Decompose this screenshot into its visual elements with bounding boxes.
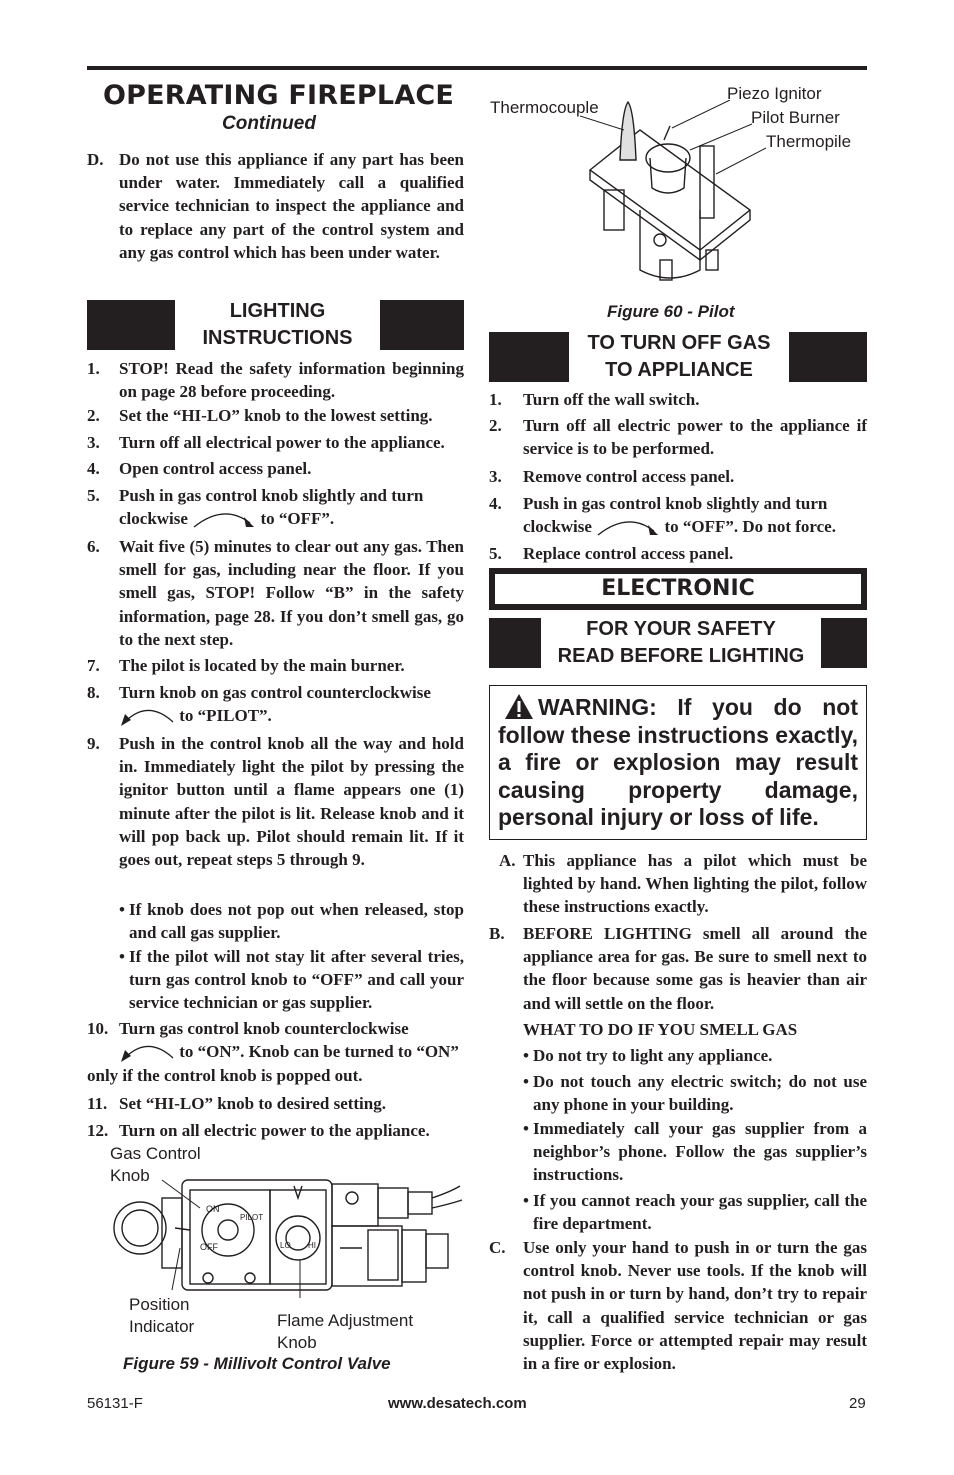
top-rule — [87, 66, 867, 70]
figure-60-caption: Figure 60 - Pilot — [607, 302, 735, 321]
lighting-header: LIGHTING INSTRUCTIONS — [87, 300, 464, 350]
item-d: D. Do not use this appliance if any part has been under water. Immediately call a qualified service technician to inspect the appliance and to replace any part of the control system and any gas control which has been under water. — [87, 150, 464, 262]
electronic-banner: ELECTRONIC — [489, 568, 867, 610]
list-item: 8. Turn knob on gas control counterclockwise to “PILOT”. — [87, 681, 464, 728]
list-item: • If you cannot reach your gas supplier, call the fire department. — [523, 1191, 867, 1234]
warning-box — [489, 685, 867, 840]
figure-59-caption: Figure 59 - Millivolt Control Valve — [123, 1354, 391, 1373]
list-item: • Do not touch any electric switch; do not use any phone in your building. — [523, 1072, 867, 1115]
list-item: 3. Remove control access panel. — [489, 467, 735, 486]
clockwise-arrow-icon — [192, 509, 256, 531]
label-piezo-ignitor: Piezo Ignitor — [727, 84, 822, 103]
list-item: 10. Turn gas control knob counterclockwise to “ON”. Knob can be turned to “ON” only if the control knob is popped out. — [87, 1019, 459, 1086]
list-item: 6. Wait five (5) minutes to clear out any gas. Then smell for gas, including near the floor. If you smell gas, STOP! Follow “B” in the safety information, page 28. If you don’t smell gas, go to the next step. — [87, 537, 464, 649]
list-item: 3. Turn off all electrical power to the appliance. — [87, 433, 445, 452]
list-item: • Immediately call your gas supplier from a neighbor’s phone. Follow the gas supplier’s instructions. — [523, 1119, 867, 1185]
list-item: 2. Turn off all electric power to the appliance if service is to be performed. — [489, 416, 867, 459]
warning-text: WARNING: If you do not follow these instructions exactly, a fire or explosion may result causing property damage, personal injury or loss of life. — [498, 694, 858, 830]
svg-text:OFF: OFF — [200, 1242, 218, 1252]
svg-text:HI: HI — [308, 1241, 316, 1250]
list-item: 4. Open control access panel. — [87, 459, 312, 478]
list-item: 5. Replace control access panel. — [489, 544, 734, 563]
millivolt-valve-illustration — [100, 1168, 470, 1298]
counterclockwise-arrow-icon — [119, 706, 175, 728]
callout-flame-adjustment-knob: Flame Adjustment Knob — [277, 1311, 414, 1352]
list-item: 1. Turn off the wall switch. — [489, 390, 700, 409]
list-item: 5. Push in gas control knob slightly and turn clockwise to “OFF”. — [87, 484, 464, 531]
list-item: • If knob does not pop out when released, stop and call gas supplier. — [119, 900, 464, 943]
label-pilot-burner: Pilot Burner — [751, 108, 840, 127]
clockwise-arrow-icon — [596, 517, 660, 539]
svg-text:PILOT: PILOT — [240, 1213, 264, 1222]
page-subtitle: Continued — [222, 113, 316, 134]
list-item: 12. Turn on all electric power to the appliance. — [87, 1121, 430, 1140]
safety-header: FOR YOUR SAFETY READ BEFORE LIGHTING — [489, 618, 867, 668]
label-thermocouple: Thermocouple — [490, 98, 599, 117]
list-item: WHAT TO DO IF YOU SMELL GAS — [523, 1020, 798, 1039]
label-thermopile: Thermopile — [766, 132, 852, 151]
turn-off-gas-header: TO TURN OFF GAS TO APPLIANCE — [489, 332, 867, 382]
website-link[interactable]: www.desatech.com — [388, 1395, 527, 1412]
list-item: • If the pilot will not stay lit after several tries, turn gas control knob to “OFF” and call your service technician or gas supplier. — [119, 947, 464, 1013]
doc-number: 56131-F — [87, 1395, 143, 1412]
page-title: OPERATING FIREPLACE — [103, 80, 455, 111]
page-number: 29 — [849, 1395, 866, 1412]
list-item: 4. Push in gas control knob slightly and turn clockwise to “OFF”. Do not force. — [489, 492, 867, 539]
list-item: 7. The pilot is located by the main burner. — [87, 656, 405, 675]
list-item: 9. Push in the control knob all the way and hold in. Immediately light the pilot by pressing the ignitor button until a flame appears one (1) minute after the pilot is lit. Release knob and it will pop back up. Pilot should remain lit. If it goes out, repeat steps 5 through 9. — [87, 734, 464, 870]
svg-text:LO: LO — [280, 1241, 291, 1250]
list-item: C. Use only your hand to push in or turn the gas control knob. Never use tools. If the knob will not push in or turn by hand, don’t try to repair it, call a qualified service technician or gas supplier. Force or attempted repair may result in a fire or explosion. — [489, 1238, 867, 1374]
list-item: 2. Set the “HI-LO” knob to the lowest setting. — [87, 406, 433, 425]
pilot-illustration — [580, 100, 780, 290]
list-item: 1. STOP! Read the safety information beginning on page 28 before proceeding. — [87, 359, 464, 402]
list-item: • Do not try to light any appliance. — [523, 1046, 773, 1065]
list-item: B. BEFORE LIGHTING smell all around the appliance area for gas. Be sure to smell next to the floor because some gas is heavier than air and will settle on the floor. — [489, 924, 867, 1013]
callout-gas-control-knob: Gas Control Knob — [110, 1144, 201, 1185]
counterclockwise-arrow-icon — [119, 1042, 175, 1064]
svg-text:ON: ON — [206, 1204, 220, 1214]
callout-position-indicator: Position Indicator — [129, 1295, 195, 1336]
list-item: 11. Set “HI-LO” knob to desired setting. — [87, 1094, 386, 1113]
list-item: A. This appliance has a pilot which must be lighted by hand. When lighting the pilot, follow these instructions exactly. — [499, 851, 867, 917]
